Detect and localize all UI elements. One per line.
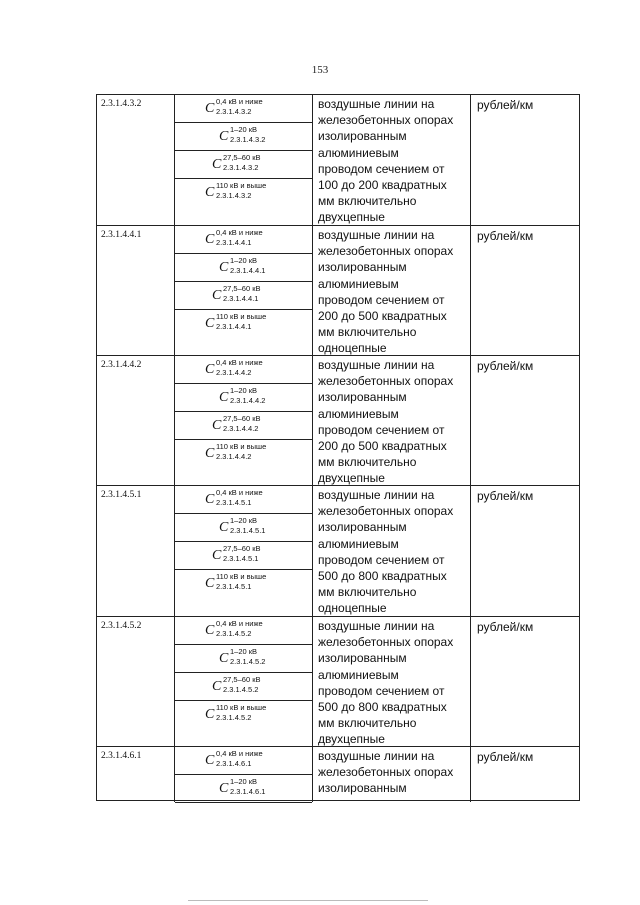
description-line: проводом сечением от [318,292,445,307]
table-row [97,226,579,356]
line-description [313,356,471,485]
voltage-class: 27,5–60 кВ [223,544,261,553]
voltage-class: 110 кВ и выше [216,442,267,451]
description-line: мм включительно [318,585,417,600]
voltage-class: 110 кВ и выше [216,572,267,581]
table-row [97,747,579,802]
tariff-symbol [175,542,312,570]
description-line: воздушные линии на [318,228,435,242]
description-line: проводом сечением от [318,683,445,698]
tariff-symbols-cell [175,95,313,225]
tariff-symbol [175,310,312,338]
description-line: воздушные линии на [318,358,435,372]
tariff-symbol [175,179,312,207]
description-line: проводом сечением от [318,161,445,176]
tariff-symbol [175,617,312,645]
description-line: воздушные линии на [318,749,435,763]
line-description [313,747,471,802]
symbol-index: 2.3.1.4.6.1 [216,759,252,768]
description-line: двухцепные [318,471,385,486]
symbol-index: 2.3.1.4.4.1 [216,322,252,331]
voltage-class: 1–20 кВ [230,777,258,786]
description-line: алюминиевым [318,536,399,551]
tariff-symbols-cell [175,356,313,485]
unit-of-measure: рублей/км [477,620,534,634]
tariff-letter: C [205,232,215,247]
voltage-class: 1–20 кВ [230,516,258,525]
description-line: проводом сечением от [318,422,445,437]
tariff-letter: C [212,288,222,303]
symbol-index: 2.3.1.4.5.1 [216,582,252,591]
description-line: мм включительно [318,716,417,731]
voltage-class: 27,5–60 кВ [223,284,261,293]
tariff-symbol [175,673,312,701]
symbol-index: 2.3.1.4.3.2 [230,135,266,144]
voltage-class: 110 кВ и выше [216,181,267,190]
voltage-class: 1–20 кВ [230,256,258,265]
row-code: 2.3.1.4.4.2 [97,356,175,485]
description-line: одноцепные [318,601,387,616]
row-code: 2.3.1.4.3.2 [97,95,175,225]
tariff-symbol [175,282,312,310]
voltage-class: 110 кВ и выше [216,312,267,321]
row-code: 2.3.1.4.6.1 [97,747,175,802]
tariff-symbol [175,254,312,282]
description-line: изолированным [318,651,407,666]
tariff-letter: C [219,651,229,666]
tariff-letter: C [212,548,222,563]
table-row [97,356,579,486]
tariff-symbol [175,412,312,440]
tariff-letter: C [219,390,229,405]
symbol-index: 2.3.1.4.5.1 [223,554,259,563]
table-row [97,486,579,617]
table-row [97,617,579,747]
description-line: мм включительно [318,325,417,340]
tariff-symbol [175,775,312,803]
tariff-letter: C [205,362,215,377]
description-line: железобетонных опорах [318,244,454,259]
tariff-symbol [175,486,312,514]
description-line: алюминиевым [318,667,399,682]
description-line: алюминиевым [318,145,399,160]
tariff-symbol [175,356,312,384]
tariff-letter: C [205,576,215,591]
tariff-letter: C [205,101,215,116]
description-line: изолированным [318,520,407,535]
tariff-letter: C [205,446,215,461]
symbol-index: 2.3.1.4.5.1 [216,498,252,507]
tariff-symbols-cell [175,226,313,355]
description-line: 200 до 500 квадратных [318,439,447,454]
tariff-letter: C [219,260,229,275]
symbol-index: 2.3.1.4.5.2 [216,713,252,722]
row-code: 2.3.1.4.4.1 [97,226,175,355]
voltage-class: 0,4 кВ и ниже [216,228,263,237]
description-line: двухцепные [318,732,385,747]
unit-of-measure: рублей/км [477,359,534,373]
voltage-class: 0,4 кВ и ниже [216,749,263,758]
tariff-symbols-cell [175,486,313,616]
symbol-index: 2.3.1.4.3.2 [216,191,252,200]
symbol-index: 2.3.1.4.3.2 [223,163,259,172]
description-line: 100 до 200 квадратных [318,178,447,193]
unit-of-measure: рублей/км [477,750,534,764]
tariff-symbol [175,123,312,151]
description-line: одноцепные [318,341,387,356]
symbol-index: 2.3.1.4.4.2 [216,452,252,461]
symbol-index: 2.3.1.4.5.2 [230,657,266,666]
tariff-letter: C [205,492,215,507]
page-bottom-rule [188,900,428,901]
tariff-symbol [175,95,312,123]
symbol-index: 2.3.1.4.4.1 [223,294,259,303]
row-code: 2.3.1.4.5.1 [97,486,175,616]
description-line: воздушные линии на [318,488,435,502]
tariff-symbols-cell [175,747,313,802]
tariff-letter: C [219,520,229,535]
symbol-index: 2.3.1.4.4.1 [216,238,252,247]
tariff-symbol [175,645,312,673]
tariff-symbols-cell [175,617,313,746]
unit-of-measure: рублей/км [477,98,534,112]
symbol-index: 2.3.1.4.5.1 [230,526,266,535]
tariff-letter: C [219,129,229,144]
page-number: 153 [311,64,329,76]
tariff-letter: C [205,707,215,722]
tariff-symbol [175,514,312,542]
voltage-class: 0,4 кВ и ниже [216,97,263,106]
tariff-symbol [175,440,312,468]
voltage-class: 110 кВ и выше [216,703,267,712]
description-line: изолированным [318,781,407,796]
tariff-letter: C [212,157,222,172]
description-line: изолированным [318,260,407,275]
description-line: железобетонных опорах [318,374,454,389]
voltage-class: 0,4 кВ и ниже [216,488,263,497]
voltage-class: 27,5–60 кВ [223,153,261,162]
tariff-symbol [175,570,312,598]
symbol-index: 2.3.1.4.4.2 [230,396,266,405]
description-line: алюминиевым [318,276,399,291]
voltage-class: 1–20 кВ [230,386,258,395]
tariff-symbol [175,226,312,254]
description-line: железобетонных опорах [318,635,454,650]
tariff-symbol [175,384,312,412]
voltage-class: 0,4 кВ и ниже [216,358,263,367]
tariff-table [96,94,580,801]
description-line: изолированным [318,129,407,144]
unit-of-measure: рублей/км [477,229,534,243]
description-line: железобетонных опорах [318,113,454,128]
description-line: воздушные линии на [318,619,435,633]
tariff-letter: C [212,418,222,433]
symbol-index: 2.3.1.4.4.1 [230,266,266,275]
tariff-letter: C [205,753,215,768]
description-line: двухцепные [318,210,385,225]
table-row [97,95,579,226]
unit-of-measure: рублей/км [477,489,534,503]
symbol-index: 2.3.1.4.4.2 [216,368,252,377]
row-code: 2.3.1.4.5.2 [97,617,175,746]
voltage-class: 0,4 кВ и ниже [216,619,263,628]
symbol-index: 2.3.1.4.4.2 [223,424,259,433]
line-description [313,95,471,225]
description-line: железобетонных опорах [318,765,454,780]
description-line: мм включительно [318,455,417,470]
voltage-class: 1–20 кВ [230,125,258,134]
tariff-symbol [175,151,312,179]
tariff-letter: C [205,623,215,638]
symbol-index: 2.3.1.4.6.1 [230,787,266,796]
tariff-letter: C [205,185,215,200]
description-line: воздушные линии на [318,97,435,111]
description-line: 500 до 800 квадратных [318,569,447,584]
tariff-letter: C [219,781,229,796]
tariff-letter: C [205,316,215,331]
voltage-class: 27,5–60 кВ [223,675,261,684]
description-line: проводом сечением от [318,552,445,567]
symbol-index: 2.3.1.4.3.2 [216,107,252,116]
line-description [313,226,471,355]
voltage-class: 1–20 кВ [230,647,258,656]
description-line: мм включительно [318,194,417,209]
tariff-letter: C [212,679,222,694]
description-line: изолированным [318,390,407,405]
description-line: 500 до 800 квадратных [318,700,447,715]
symbol-index: 2.3.1.4.5.2 [216,629,252,638]
symbol-index: 2.3.1.4.5.2 [223,685,259,694]
description-line: железобетонных опорах [318,504,454,519]
line-description [313,617,471,746]
voltage-class: 27,5–60 кВ [223,414,261,423]
line-description [313,486,471,616]
description-line: 200 до 500 квадратных [318,309,447,324]
tariff-symbol [175,747,312,775]
description-line: алюминиевым [318,406,399,421]
tariff-symbol [175,701,312,729]
